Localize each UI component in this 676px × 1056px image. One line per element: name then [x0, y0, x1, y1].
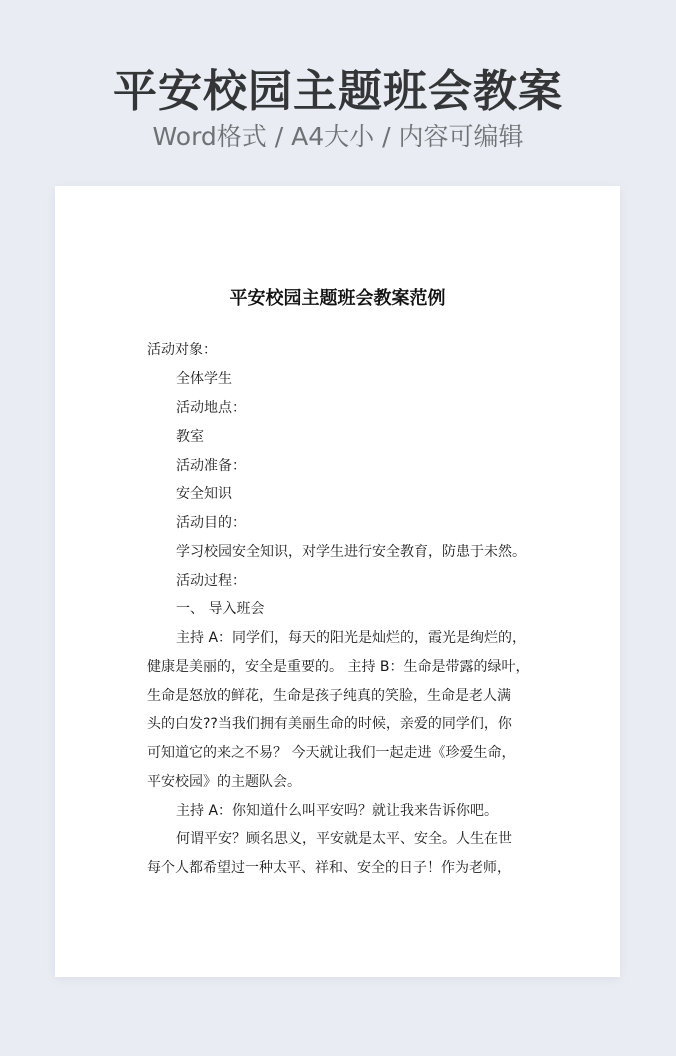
doc-line-paragraph: 生命是怒放的鲜花，生命是孩子纯真的笑脸，生命是老人满 [147, 688, 511, 704]
doc-line-activity-location: 教室 [176, 429, 204, 445]
doc-line-paragraph: 健康是美丽的，安全是重要的。 主持 B：生命是带露的绿叶， [147, 659, 530, 675]
doc-line-activity-prep-label: 活动准备： [176, 458, 246, 474]
doc-line-paragraph: 每个人都希望过一种太平、祥和、安全的日子！作为老师， [147, 860, 511, 876]
doc-line-paragraph: 主持 A：你知道什么叫平安吗？就让我来告诉你吧。 [176, 803, 499, 819]
doc-line-paragraph: 主持 A：同学们，每天的阳光是灿烂的，霞光是绚烂的， [176, 630, 527, 646]
doc-line-activity-location-label: 活动地点： [176, 400, 246, 416]
document-title: 平安校园主题班会教案范例 [229, 288, 446, 309]
doc-line-activity-prep: 安全知识 [176, 486, 232, 502]
doc-line-paragraph: 平安校园》的主题队会。 [147, 774, 301, 790]
promo-title: 平安校园主题班会教案 [113, 66, 563, 117]
doc-line-paragraph: 可知道它的来之不易？ 今天就让我们一起走进《珍爱生命， [147, 745, 516, 761]
doc-line-paragraph: 头的白发??当我们拥有美丽生命的时候，亲爱的同学们，你 [147, 716, 512, 732]
doc-line-activity-target: 全体学生 [176, 371, 232, 387]
doc-line-activity-target-label: 活动对象： [147, 342, 217, 358]
promo-subtitle: Word格式 / A4大小 / 内容可编辑 [152, 122, 524, 151]
doc-line-section-heading: 一、 导入班会 [176, 601, 265, 617]
doc-line-activity-process-label: 活动过程： [176, 573, 246, 589]
doc-line-activity-goal: 学习校园安全知识，对学生进行安全教育，防患于未然。 [176, 544, 526, 560]
doc-line-activity-goal-label: 活动目的： [176, 515, 246, 531]
doc-line-paragraph: 何谓平安？顾名思义，平安就是太平、安全。人生在世 [176, 831, 512, 847]
